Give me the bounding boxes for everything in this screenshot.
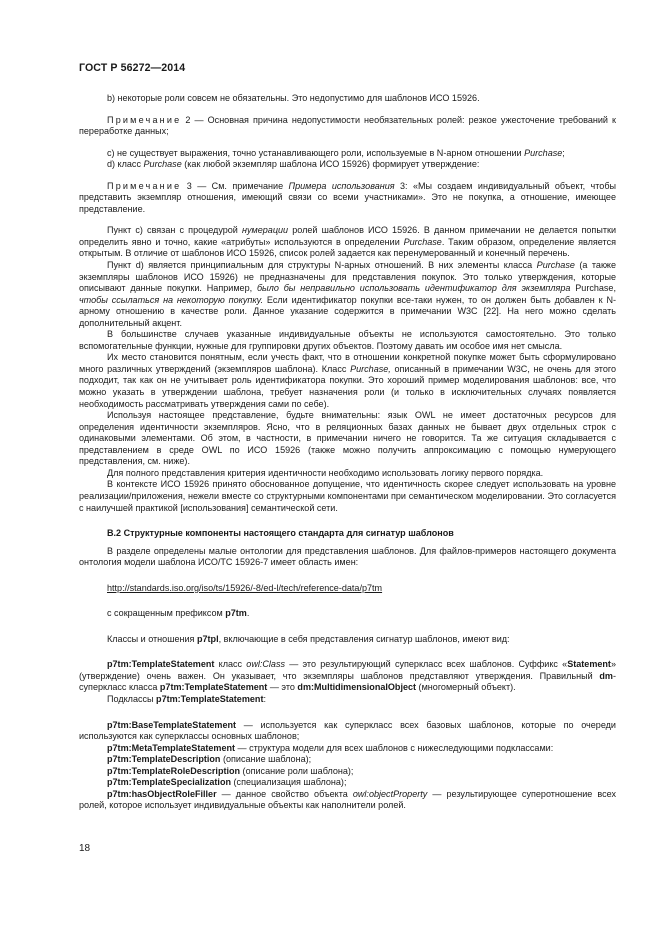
paragraph-c: c) не существует выражения, точно устанавливающего роли, используемые в N-арном отношении Purchase;: [107, 147, 565, 158]
paragraph-context: В контексте ИСО 15926 принято обоснованное допущение, что идентичность скорее следует использовать на уровне реализации/приложения, нежели вместе со структурными компонентами при семантическом моделировании. Это согласуется с наилучшей практикой [использования] семантической сети.: [79, 479, 616, 513]
list-item: p7tm:BaseTemplateStatement — используется как суперкласс всех базовых шаблонов, которые по очереди используются как суперклассы основных шаблонов;: [79, 719, 616, 742]
document-body: [79, 93, 616, 812]
note-3: Примечание 3 — См. примечание Примера использования 3: «Мы создаем индивидуальный объект, чтобы представить экземпляр отношения, имеющий связи со всеми участниками». Это не покупка, а отношение, имеющее представление.: [79, 180, 616, 214]
list-item: p7tm:TemplateRoleDescription (описание роли шаблона);: [107, 765, 354, 776]
paragraph-classes: Классы и отношения p7tpl, включающие в себя представления сигнатур шаблонов, имеют вид:: [107, 633, 510, 644]
list-item: p7tm:hasObjectRoleFiller — данное свойство объекта owl:objectProperty — результирующее суперотношение всех ролей, которое использует индивидуальные объекты как наполнители ролей.: [79, 788, 616, 811]
list-item: p7tm:MetaTemplateStatement — структура модели для всех шаблонов с нижеследующими подклассами:: [107, 742, 554, 753]
paragraph-using: Используя настоящее представление, будьте внимательны: язык OWL не имеет достаточных ресурсов для определения идентичности экземпляров. Ясно, что в реляционных базах данных не бывает двух отдельных строк с одинаковыми элементами. Об этом, в частности, в примечании ничего не говорится. Та же ситуация складывается с представлением в среде OWL по ИСО 15926 (также можно получить аппроксимацию с помощью нумерующего представления, см. ниже).: [79, 410, 616, 467]
paragraph-prefix: с сокращенным префиксом p7tm.: [107, 608, 250, 619]
paragraph-point-c: Пункт c) связан с процедурой нумерации ролей шаблонов ИСО 15926. В данном примечании не делается попытки определить явно и точно, какие «атрибуты» используются в определении Purchase. Таким образом, определение является открытым. В отличие от шаблонов ИСО 15926, список ролей задается как перенумерованный и конечный перечень.: [79, 225, 616, 259]
note-label: Примечание: [107, 114, 182, 125]
note-2: Примечание 2 — Основная причина недопустимости необязательных ролей: резкое ужесточение требований к переработке данных;: [79, 114, 616, 137]
paragraph-subclasses: Подклассы p7tm:TemplateStatement:: [107, 693, 266, 704]
list-item: p7tm:TemplateSpecialization (специализация шаблона);: [107, 777, 347, 788]
paragraph-b: b) некоторые роли совсем не обязательны. Это недопустимо для шаблонов ИСО 15926.: [107, 93, 480, 103]
paragraph-point-d: Пункт d) является принципиальным для структуры N-арных отношений. В них элементы класса Purchase (а также экземпляры шаблонов ИСО 15926) не предназначены для представления покупок. Это только утверждения, которые описывают данные покупки. Например, было бы неправильно использовать идентификатор для экземпляра Purchase, чтобы ссылаться на некоторую покупку. Если идентификатор покупки все-таки нужен, то он должен быть добавлен к N-арному отношению в качестве роли. Данное указание содержится в примечании W3C [22]. На него можно сделать дополнительный акцент.: [79, 260, 616, 328]
paragraph-names: Их место становится понятным, если учесть факт, что в отношении конкретной покупке может быть сформулировано много различных утверждений (экземпляров шаблона). Класс Purchase, описанный в примечании W3C, не очень для этого подходит, так как он не учитывает роль идентификатора покупки. Это хороший пример моделирования шаблонов: все, что можно указать в утверждении шаблона, требует назначения роли (и только в исключительных случаях появляется необходимость рассматривать утверждения сами по себе).: [79, 352, 617, 409]
namespace-url-link[interactable]: http://standards.iso.org/iso/ts/15926/-8/ed-l/tech/reference-data/p7tm: [107, 582, 383, 593]
paragraph-template-statement: p7tm:TemplateStatement класс owl:Class — это результирующий суперкласс всех шаблонов. Суффикс «Statement» (утверждение) очень важен. Он указывает, что экземпляры шаблонов представляют утверждения. Правильный dm-суперкласс класса p7tm:TemplateStatement — это dm:MultidimensionalObject (многомерный объект).: [79, 659, 616, 693]
note-label: Примечание: [107, 180, 182, 191]
section-title: В.2 Структурные компоненты настоящего стандарта для сигнатур шаблонов: [107, 528, 454, 539]
page-header-standard-number: ГОСТ Р 56272—2014: [79, 62, 186, 74]
namespace-url-line: [79, 583, 616, 595]
paragraph-full: Для полного представления критерия идентичности необходимо использовать логику первого порядка.: [107, 467, 544, 478]
page-number: 18: [79, 843, 91, 854]
list-item: p7tm:TemplateDescription (описание шаблона);: [107, 754, 312, 765]
paragraph-d: d) класс Purchase (как любой экземпляр шаблона ИСО 15926) формирует утверждение:: [107, 159, 480, 170]
paragraph-section-intro: В разделе определены малые онтологии для представления шаблонов. Для файлов-примеров настоящего документа онтология модели шаблона ИСО/ТС 15926-7 имеет область имен:: [79, 545, 616, 568]
paragraph-most-cases: В большинстве случаев указанные индивидуальные объекты не используются самостоятельно. Это только вспомогательные функции, нужные для группировки других объектов. Поэтому давать им особое имя нет смысла.: [79, 329, 616, 351]
